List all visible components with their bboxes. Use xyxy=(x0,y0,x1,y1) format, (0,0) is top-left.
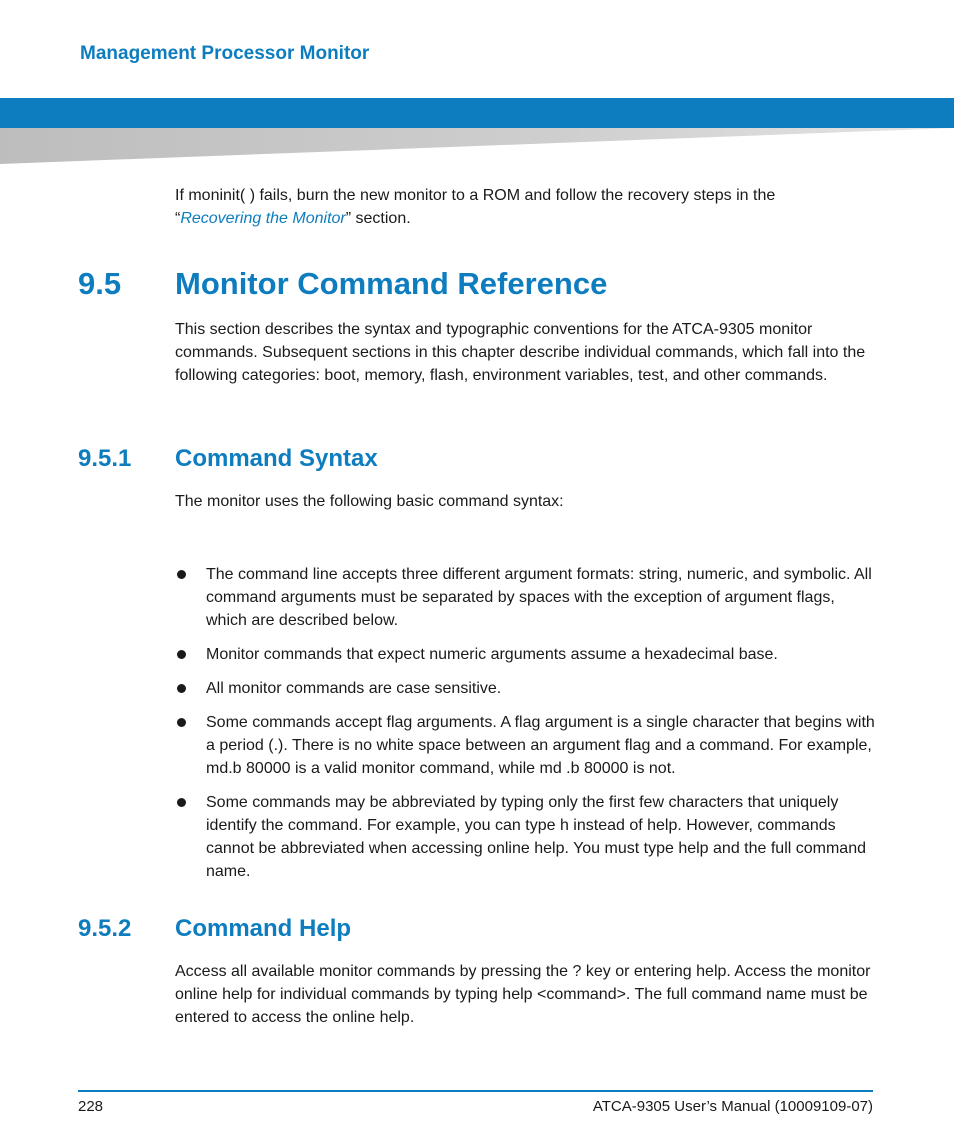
running-header-title: Management Processor Monitor xyxy=(78,42,373,67)
list-item xyxy=(175,791,875,883)
section-heading xyxy=(78,264,878,304)
list-item xyxy=(175,711,875,780)
section-body: This section describes the syntax and typographic conventions for the ATCA-9305 monitor commands. Subsequent sections in this chapter describe individual commands, which fall into the following categories: boot, memory, flash, environment variables, test, and other commands. xyxy=(175,321,866,384)
intro-quote-open: “ xyxy=(175,210,181,227)
intro-text: If moninit( ) fails, burn the new monitor to a ROM and follow the recovery steps in the xyxy=(175,187,776,204)
help-paragraph xyxy=(175,960,875,1029)
section-intro-paragraph xyxy=(175,318,875,387)
subsection-heading-help xyxy=(78,914,878,944)
list-item xyxy=(175,643,875,666)
list-item-text: Some commands accept flag arguments. A flag argument is a single character that begins with a period (.). There is no white space between an argument flag and a command. For example, md.b 80000 is a valid monitor command, while md .b 80000 is not. xyxy=(206,714,875,777)
header-grey-wedge xyxy=(0,128,954,164)
subsection-title: Command Help xyxy=(175,915,352,942)
list-item-text: The command line accepts three different argument formats: string, numeric, and symbolic. All command arguments must be separated by spaces with the exception of argument flags, which are described below. xyxy=(206,566,872,629)
bullet-icon xyxy=(177,718,186,727)
bullet-icon xyxy=(177,798,186,807)
section-title: Monitor Command Reference xyxy=(175,266,608,301)
bullet-icon xyxy=(177,650,186,659)
help-body: Access all available monitor commands by pressing the ? key or entering help. Access the monitor online help for individual commands by typing help <command>. The full command name must be entered to access the online help. xyxy=(175,963,871,1026)
list-item xyxy=(175,563,875,632)
intro-paragraph xyxy=(175,184,875,230)
footer-rule xyxy=(78,1090,873,1092)
subsection-number: 9.5.2 xyxy=(78,915,132,942)
manual-title: ATCA-9305 User’s Manual (10009109-07) xyxy=(592,1098,873,1115)
list-item-text: Some commands may be abbreviated by typing only the first few characters that uniquely identify the command. For example, you can type h instead of help. However, commands cannot be abbreviated when accessing online help. You must type help and the full command name. xyxy=(206,794,866,880)
intro-text-after: ” section. xyxy=(345,210,411,227)
section-number: 9.5 xyxy=(78,266,122,301)
subsection-heading-syntax xyxy=(78,444,878,474)
header-blue-bar xyxy=(0,98,954,128)
list-item xyxy=(175,677,875,700)
recovering-monitor-link[interactable]: Recovering the Monitor xyxy=(180,210,346,227)
syntax-paragraph xyxy=(175,490,875,513)
syntax-bullet-list xyxy=(175,563,875,894)
subsection-number: 9.5.1 xyxy=(78,445,132,472)
bullet-icon xyxy=(177,570,186,579)
list-item-text: Monitor commands that expect numeric arguments assume a hexadecimal base. xyxy=(206,646,778,663)
subsection-title: Command Syntax xyxy=(175,445,378,472)
syntax-body: The monitor uses the following basic command syntax: xyxy=(175,493,564,510)
list-item-text: All monitor commands are case sensitive. xyxy=(206,680,502,697)
page-number: 228 xyxy=(78,1098,104,1115)
bullet-icon xyxy=(177,684,186,693)
